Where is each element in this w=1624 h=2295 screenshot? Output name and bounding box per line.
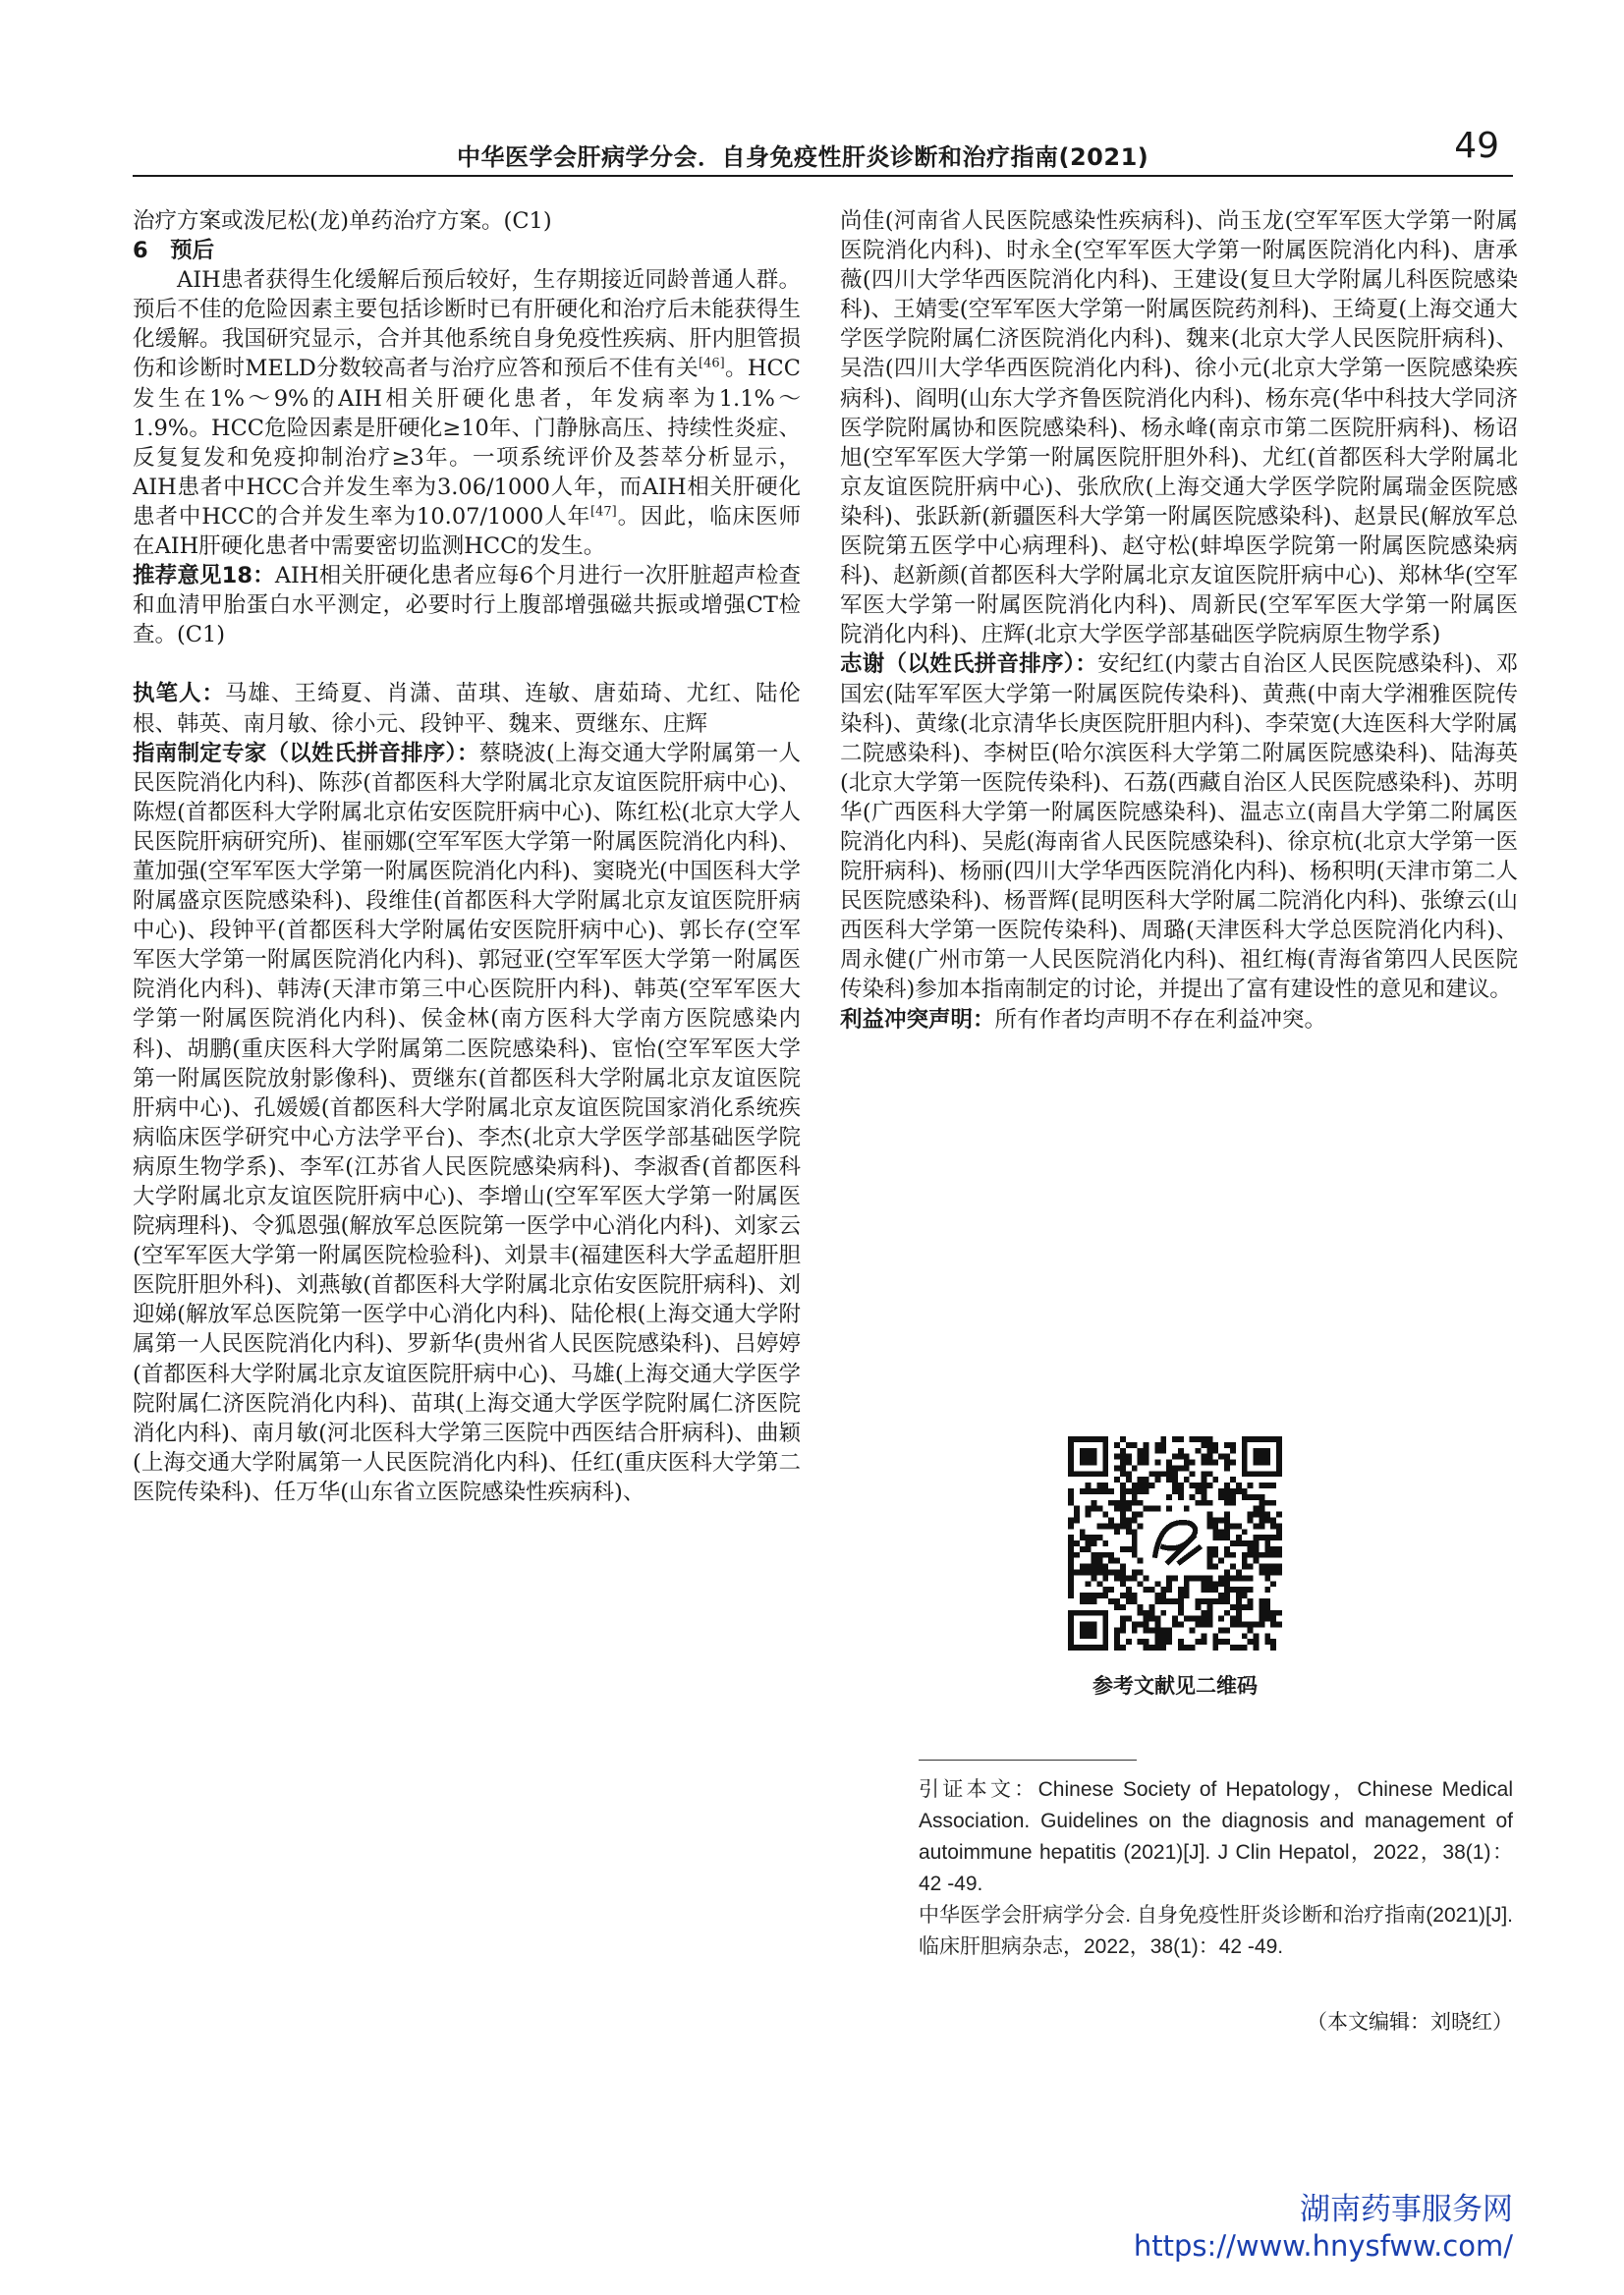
authors-text: 马雄、王绮夏、肖潇、苗琪、连敏、唐茹琦、尤红、陆伦根、韩英、南月敏、徐小元、段钟平、魏来、贾继东、庄辉 — [133, 681, 801, 737]
recommendation-text: AIH相关肝硬化患者应每6个月进行一次肝脏超声检查和血清甲胎蛋白水平测定，必要时行上腹部增强磁共振或增强CT检查。(C1) — [133, 563, 802, 648]
experts-continued: 尚佳(河南省人民医院感染性疾病科)、尚玉龙(空军军医大学第一附属医院消化内科)、时永全(空军军医大学第一附属医院消化内科)、唐承薇(四川大学华西医院消化内科)、王建设(复旦大学附属儿科医院感染科)、王婧雯(空军军医大学第一附属医院药剂科)、王绮夏(上海交通大学医学院附属仁济医院消化内科)、魏来(北京大学人民医院肝病科)、吴浩(四川大学华西医院消化内科)、徐小元(北京大学第一医院感染疾病科)、阎明(山东大学齐鲁医院消化内科)、杨东亮(华中科技大学同济医学院附属协和医院感染科)、杨永峰(南京市第二医院肝病科)、杨诏旭(空军军医大学第一附属医院肝胆外科)、尤红(首都医科大学附属北京友谊医院肝病中心)、张欣欣(上海交通大学医学院附属瑞金医院感染科)、张跃新(新疆医科大学第一附属医院感染科)、赵景民(解放军总医院第五医学中心病理科)、赵守松(蚌埠医学院第一附属医院感染病科)、赵新颜(首都医科大学附属北京友谊医院肝病中心)、郑林华(空军军医大学第一附属医院消化内科)、周新民(空军军医大学第一附属医院消化内科)、庄辉(北京大学医学部基础医学院病原生物学系) — [840, 208, 1518, 648]
experts-block — [133, 739, 801, 1507]
citation-ref-46[interactable]: [46] — [699, 356, 725, 371]
section-heading-prognosis: 6 预后 — [133, 238, 215, 264]
acknowledgement-label: 志谢（以姓氏拼音排序）： — [840, 651, 1098, 678]
citation-chinese: 中华医学会肝病学分会. 自身免疫性肝炎诊断和治疗指南(2021)[J]. 临床肝胆病杂志，2022，38(1)：42 -49. — [919, 1904, 1513, 1958]
watermark — [1081, 2191, 1513, 2264]
recommendation-18 — [133, 561, 801, 649]
qr-block — [1066, 1436, 1292, 1700]
experts-label: 指南制定专家（以姓氏拼音排序）： — [133, 740, 479, 766]
watermark-url-link[interactable]: https://www.hnysfww.com/ — [1133, 2229, 1513, 2263]
running-head — [133, 126, 1513, 175]
acknowledgement-block — [840, 649, 1518, 1004]
continued-line: 治疗方案或泼尼松(龙)单药治疗方案。(C1) — [133, 208, 552, 234]
journal-running-title: 中华医学会肝病学分会．自身免疫性肝炎诊断和治疗指南(2021) — [457, 143, 1149, 171]
authors-label: 执笔人： — [133, 681, 225, 707]
prognosis-paragraph — [133, 265, 801, 561]
prognosis-text-3: 。因此，临床医师在AIH肝硬化患者中需要密切监测HCC的发生。 — [133, 503, 801, 560]
right-column — [840, 206, 1518, 1035]
qr-code-icon[interactable] — [1068, 1436, 1282, 1651]
prognosis-text-1: AIH患者获得生化缓解后预后较好，生存期接近同龄普通人群。预后不佳的危险因素主要包括诊断时已有肝硬化和治疗后未能获得生化缓解。我国研究显示，合并其他系统自身免疫性疾病、肝内胆管损伤和诊断时MELD分数较高者与治疗应答和预后不佳有关 — [133, 267, 801, 382]
prognosis-text-2: 。HCC发生在1%～9%的AIH相关肝硬化患者，年发病率为1.1%～1.9%。HCC危险因素是肝硬化≥10年、门静脉高压、持续性炎症、反复复发和免疫抑制治疗≥3年。一项系统评价及荟萃分析显示，AIH患者中HCC合并发生率为3.06/1000人年，而AIH相关肝硬化患者中HCC的合并发生率为10.07/1000人年 — [133, 356, 801, 530]
header-rule — [133, 175, 1513, 177]
citation-english: 引证本文：Chinese Society of Hepatology，Chinese Medical Association. Guidelines on the diagnosis and management of autoimmune hepatitis (2021)[J]. J Clin Hepatol，2022，38(1)：42 -49. — [919, 1778, 1513, 1895]
acknowledgement-text: 安纪红(内蒙古自治区人民医院感染科)、邓国宏(陆军军医大学第一附属医院传染科)、黄燕(中南大学湘雅医院传染科)、黄缘(北京清华长庚医院肝胆内科)、李荣宽(大连医科大学附属二院感染科)、李树臣(哈尔滨医科大学第二附属医院感染科)、陆海英(北京大学第一医院传染科)、石荔(西藏自治区人民医院感染科)、苏明华(广西医科大学第一附属医院感染科)、温志立(南昌大学第二附属医院消化内科)、吴彪(海南省人民医院感染科)、徐京杭(北京大学第一医院肝病科)、杨丽(四川大学华西医院消化内科)、杨积明(天津市第二人民医院感染科)、杨晋辉(昆明医科大学附属二院消化内科)、张缭云(山西医科大学第一医院传染科)、周璐(天津医科大学总医院消化内科)、周永健(广州市第一人民医院消化内科)、祖红梅(青海省第四人民医院传染科)参加本指南制定的讨论，并提出了富有建设性的意见和建议。 — [840, 651, 1518, 1003]
recommendation-label: 推荐意见18： — [133, 563, 275, 589]
watermark-name: 湖南药事服务网 — [1300, 2192, 1513, 2227]
conflict-text: 所有作者均声明不存在利益冲突。 — [994, 1006, 1327, 1033]
editor-note: （本文编辑：刘晓红） — [1307, 2010, 1513, 2034]
citation-ref-47[interactable]: [47] — [590, 504, 617, 520]
citation-block — [919, 1774, 1513, 1963]
experts-text: 蔡晓波(上海交通大学附属第一人民医院消化内科)、陈莎(首都医科大学附属北京友谊医院肝病中心)、陈煜(首都医科大学附属北京佑安医院肝病中心)、陈红松(北京大学人民医院肝病研究所)、崔丽娜(空军军医大学第一附属医院消化内科)、董加强(空军军医大学第一附属医院消化内科)、窦晓光(中国医科大学附属盛京医院感染科)、段维佳(首都医科大学附属北京友谊医院肝病中心)、段钟平(首都医科大学附属佑安医院肝病中心)、郭长存(空军军医大学第一附属医院消化内科)、郭冠亚(空军军医大学第一附属医院消化内科)、韩涛(天津市第三中心医院肝内科)、韩英(空军军医大学第一附属医院消化内科)、侯金林(南方医科大学南方医院感染内科)、胡鹏(重庆医科大学附属第二医院感染科)、宦怡(空军军医大学第一附属医院放射影像科)、贾继东(首都医科大学附属北京友谊医院肝病中心)、孔媛媛(首都医科大学附属北京友谊医院国家消化系统疾病临床医学研究中心方法学平台)、李杰(北京大学医学部基础医学院病原生物学系)、李军(江苏省人民医院感染病科)、李淑香(首都医科大学附属北京友谊医院肝病中心)、李增山(空军军医大学第一附属医院病理科)、令狐恩强(解放军总医院第一医学中心消化内科)、刘家云(空军军医大学第一附属医院检验科)、刘景丰(福建医科大学孟超肝胆医院肝胆外科)、刘燕敏(首都医科大学附属北京佑安医院肝病科)、刘迎娣(解放军总医院第一医学中心消化内科)、陆伦根(上海交通大学附属第一人民医院消化内科)、罗新华(贵州省人民医院感染科)、吕婷婷(首都医科大学附属北京友谊医院肝病中心)、马雄(上海交通大学医学院附属仁济医院消化内科)、苗琪(上海交通大学医学院附属仁济医院消化内科)、南月敏(河北医科大学第三医院中西医结合肝病科)、曲颖(上海交通大学附属第一人民医院消化内科)、任红(重庆医科大学第二医院传染科)、任万华(山东省立医院感染性疾病科)、 — [133, 740, 801, 1505]
page-number: 49 — [1454, 126, 1499, 166]
left-column — [133, 206, 801, 1507]
authors-block — [133, 679, 801, 738]
qr-caption: 参考文献见二维码 — [1092, 1674, 1258, 1698]
footnote-rule — [919, 1760, 1137, 1761]
conflict-block — [840, 1005, 1518, 1035]
conflict-label: 利益冲突声明： — [840, 1006, 995, 1033]
spacer — [133, 649, 801, 679]
